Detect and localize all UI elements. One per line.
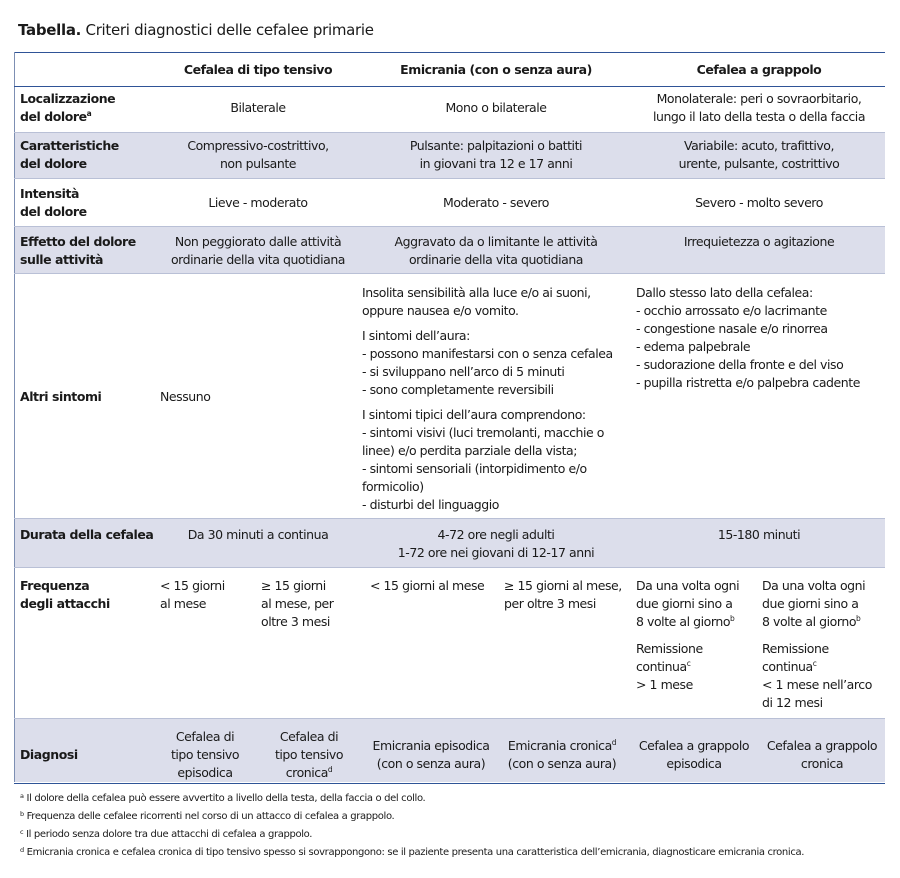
row-label-frequenza: Frequenza degli attacchi <box>20 578 110 611</box>
cell-intensita-emicrania: Moderato - severo <box>442 195 550 210</box>
cell-localizzazione-emicrania: Mono o bilaterale <box>445 100 547 115</box>
header-tensivo: Cefalea di tipo tensivo <box>183 62 333 77</box>
row-divider <box>14 567 885 568</box>
cell-diagnosi-grappolo-episodica: Cefalea a grappolo episodica <box>638 738 750 771</box>
cell-localizzazione-tensivo: Bilaterale <box>230 100 286 115</box>
cell-altri-tensivo: Nessuno <box>160 389 211 404</box>
cell-frequenza-grappolo-episodica: Da una volta ogni due giorni sino a 8 volte al giorno$^b$ Remissione continua$^c$ > 1 mese <box>636 578 740 692</box>
row-label-caratteristiche: Caratteristiche del dolore <box>20 138 119 171</box>
footnote-b: $^b$ Frequenza delle cefalee ricorrenti nel corso di un attacco di cefalea a grappolo. <box>20 810 395 822</box>
cell-caratteristiche-tensivo: Compressivo-costrittivo, non pulsante <box>187 138 329 171</box>
row-divider <box>14 518 885 519</box>
cell-altri-emicrania <box>362 284 613 514</box>
cell-diagnosi-emicrania-episodica: Emicrania episodica (con o senza aura) <box>372 738 490 771</box>
footnote-c: $^c$ Il periodo senza dolore tra due attacchi di cefalea a grappolo. <box>20 828 313 840</box>
row-label-effetto: Effetto del dolore sulle attività <box>20 234 136 267</box>
cell-durata-emicrania: 4-72 ore negli adulti 1-72 ore nei giovani di 12-17 anni <box>397 527 595 560</box>
header-emicrania: Emicrania (con o senza aura) <box>400 62 592 77</box>
cell-effetto-tensivo: Non peggiorato dalle attività ordinarie della vita quotidiana <box>170 234 346 267</box>
bottom-rule <box>14 783 885 784</box>
altri-emicrania-p3: I sintomi tipici dell’aura comprendono: - sintomi visivi (luci tremolanti, macchie o linee) e/o perdita parziale della vista; - sintomi sensoriali (intorpidimento e/o formicolio) - disturbi del linguaggio <box>362 407 604 512</box>
cell-effetto-grappolo: Irrequietezza o agitazione <box>683 234 835 249</box>
row-label-diagnosi: Diagnosi <box>20 747 78 762</box>
row-divider <box>14 132 885 133</box>
header-rule <box>14 86 885 87</box>
cell-diagnosi-tensivo-episodica: Cefalea di tipo tensivo episodica <box>170 729 240 780</box>
footnote-a: $^a$ Il dolore della cefalea può essere avvertito a livello della testa, della faccia o del collo. <box>20 792 426 804</box>
row-divider <box>14 273 885 274</box>
row-divider <box>14 226 885 227</box>
cell-caratteristiche-grappolo: Variabile: acuto, trafittivo, urente, pulsante, costrittivo <box>678 138 840 171</box>
table-title: Tabella. Criteri diagnostici delle cefalee primarie <box>18 21 374 39</box>
header-grappolo: Cefalea a grappolo <box>696 62 822 77</box>
altri-emicrania-p2: I sintomi dell’aura: - possono manifestarsi con o senza cefalea - si sviluppano nell’arco di 5 minuti - sono completamente reversibili <box>362 328 613 397</box>
cell-caratteristiche-emicrania: Pulsante: palpitazioni o battiti in giovani tra 12 e 17 anni <box>409 138 583 171</box>
cell-diagnosi-tensivo-cronica: Cefalea di tipo tensivo cronica$^d$ <box>274 729 344 780</box>
row-label-durata: Durata della cefalea <box>20 527 154 542</box>
altri-emicrania-p1: Insolita sensibilità alla luce e/o ai suoni, oppure nausea e/o vomito. <box>362 285 591 318</box>
cell-frequenza-emicrania-episodica: < 15 giorni al mese <box>370 578 485 593</box>
cell-frequenza-tensivo-cronica: ≥ 15 giorni al mese, per oltre 3 mesi <box>261 578 334 629</box>
cell-frequenza-grappolo-cronica: Da una volta ogni due giorni sino a 8 volte al giorno$^b$ Remissione continua$^c$ < 1 mese nell’arco di 12 mesi <box>762 578 872 710</box>
cell-durata-tensivo: Da 30 minuti a continua <box>187 527 329 542</box>
cell-intensita-grappolo: Severo - molto severo <box>695 195 823 210</box>
row-label-localizzazione: Localizzazione del dolore$^a$ <box>20 91 116 124</box>
row-label-altri: Altri sintomi <box>20 389 102 404</box>
cell-diagnosi-grappolo-cronica: Cefalea a grappolo cronica <box>766 738 878 771</box>
row-divider <box>14 178 885 179</box>
cell-altri-grappolo: Dallo stesso lato della cefalea: - occhio arrossato e/o lacrimante - congestione nasale e/o rinorrea - edema palpebrale - sudorazione della fronte e del viso - pupilla ristretta e/o palpebra cadente <box>636 285 860 390</box>
cell-durata-grappolo: 15-180 minuti <box>717 527 801 542</box>
cell-intensita-tensivo: Lieve - moderato <box>208 195 308 210</box>
cell-frequenza-tensivo-episodica: < 15 giorni al mese <box>160 578 225 611</box>
cell-diagnosi-emicrania-cronica: Emicrania cronica$^d$ (con o senza aura) <box>507 738 617 771</box>
cell-effetto-emicrania: Aggravato da o limitante le attività ordinarie della vita quotidiana <box>394 234 598 267</box>
footnote-d: $^d$ Emicrania cronica e cefalea cronica di tipo tensivo spesso si sovrappongono: se il paziente presenta una caratteristica dell’emicrania, diagnosticare emicrania cronica. <box>20 846 805 858</box>
top-rule <box>14 52 885 53</box>
row-divider <box>14 718 885 719</box>
row-label-intensita: Intensità del dolore <box>20 186 87 219</box>
cell-localizzazione-grappolo: Monolaterale: peri o sovraorbitario, lungo il lato della testa o della faccia <box>652 91 866 124</box>
cell-frequenza-emicrania-cronica: ≥ 15 giorni al mese, per oltre 3 mesi <box>504 578 622 611</box>
